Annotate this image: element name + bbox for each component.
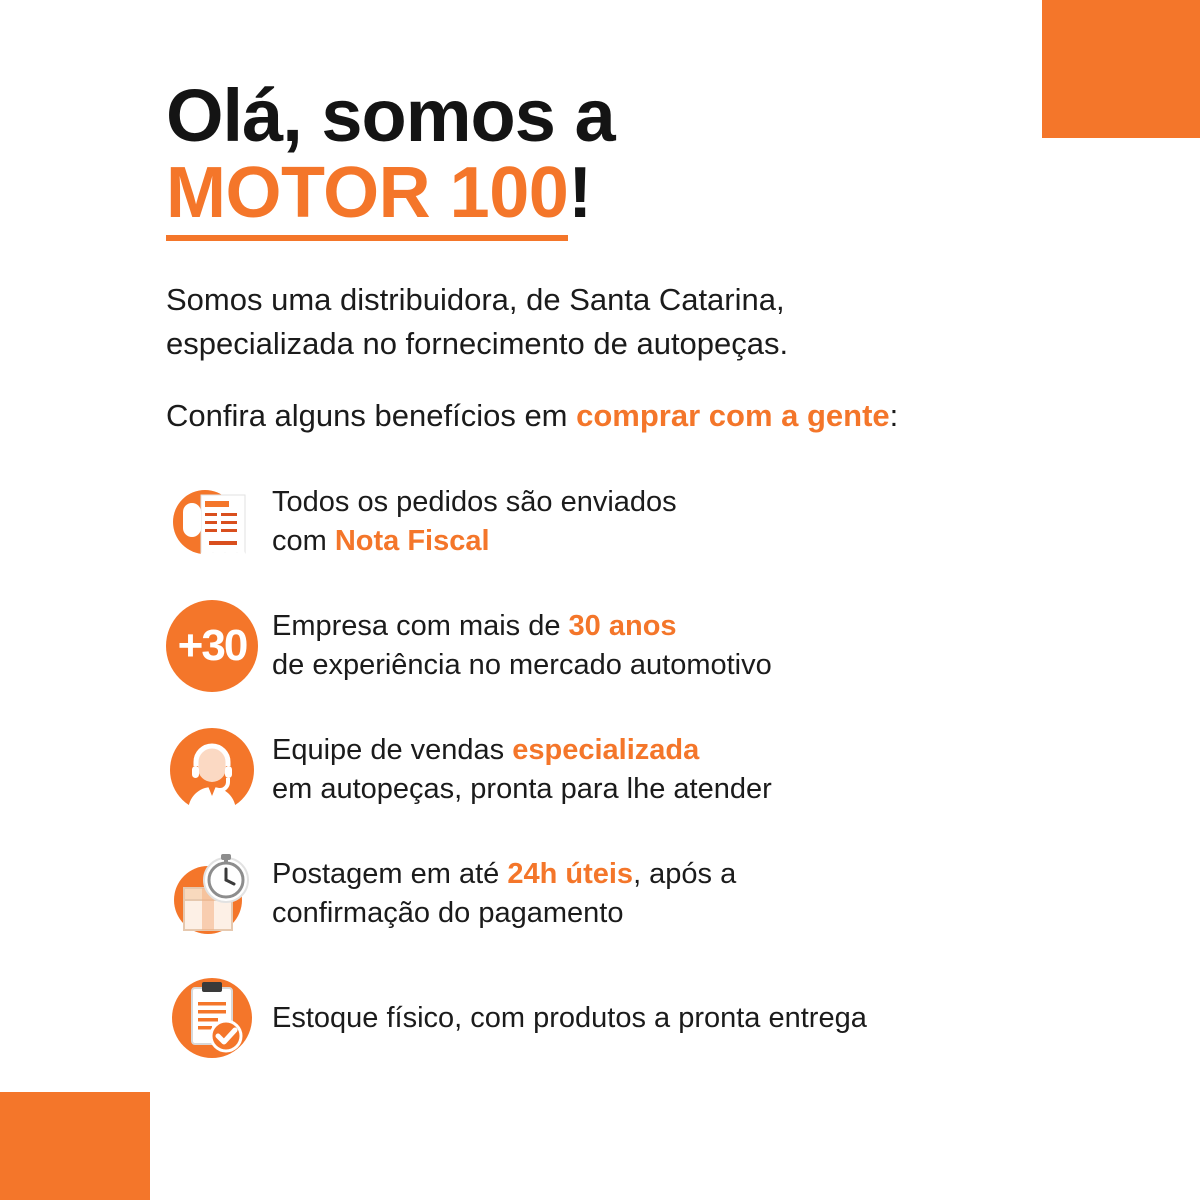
benefits-intro	[166, 396, 1116, 436]
receipt-icon	[160, 470, 264, 574]
page-title	[166, 74, 1066, 234]
list-item	[160, 594, 1160, 698]
list-item-line-1	[272, 855, 736, 894]
intro-line-2: especializada no fornecimento de autopeças.	[166, 326, 789, 362]
list-item-line-1-highlight: 24h úteis	[507, 858, 634, 891]
headline-exclamation: !	[568, 153, 592, 234]
plus-thirty-label: +30	[177, 621, 247, 670]
list-item	[160, 718, 1160, 822]
benefits-list	[160, 470, 1160, 1090]
intro-line-1: Somos uma distribuidora, de Santa Catarina,	[166, 282, 785, 317]
list-item-line-1-prefix: Empresa com mais de	[272, 610, 569, 643]
list-item	[160, 470, 1160, 574]
list-item-line-2	[272, 522, 677, 561]
headline-line-2	[166, 155, 1066, 233]
list-item-line-1-highlight: especializada	[512, 734, 700, 767]
list-item	[160, 966, 1160, 1070]
benefits-intro-prefix: Confira alguns benefícios em	[166, 398, 577, 433]
list-item-text	[264, 855, 736, 933]
list-item-line-2: de experiência no mercado automotivo	[272, 649, 772, 681]
list-item-line-1-highlight: 30 anos	[568, 610, 677, 643]
list-item-line-1-suffix: , após a	[633, 858, 737, 891]
list-item-line-1	[272, 731, 772, 770]
list-item-line-1-prefix: Equipe de vendas	[272, 734, 513, 767]
list-item	[160, 842, 1160, 946]
list-item-text	[264, 607, 772, 685]
list-item-line-2: em autopeças, pronta para lhe atender	[272, 773, 772, 805]
decorative-square-bottom-left	[0, 1092, 150, 1200]
brand-name: MOTOR 100	[166, 153, 568, 241]
clipboard-check-icon	[160, 966, 264, 1070]
benefits-intro-suffix: :	[889, 398, 899, 433]
intro-paragraph	[166, 278, 1066, 366]
plus-thirty-icon	[160, 594, 264, 698]
list-item-text	[264, 483, 677, 561]
list-item-text	[264, 731, 772, 809]
box-stopwatch-icon	[160, 842, 264, 946]
list-item-line-2-highlight: Nota Fiscal	[334, 525, 490, 557]
list-item-line-1: Todos os pedidos são enviados	[272, 486, 677, 519]
list-item-line-1-prefix: Postagem em até	[272, 858, 508, 891]
support-agent-icon	[160, 718, 264, 822]
list-item-line-2-prefix: com	[272, 525, 335, 557]
headline-line-1: Olá, somos a	[166, 74, 615, 157]
list-item-line-2: confirmação do pagamento	[272, 897, 624, 929]
plus-thirty-badge	[166, 600, 258, 692]
list-item-text	[264, 999, 867, 1038]
benefits-intro-highlight: comprar com a gente	[576, 398, 890, 433]
list-item-line-1	[272, 607, 772, 646]
list-item-line-1: Estoque físico, com produtos a pronta entrega	[272, 1001, 867, 1034]
